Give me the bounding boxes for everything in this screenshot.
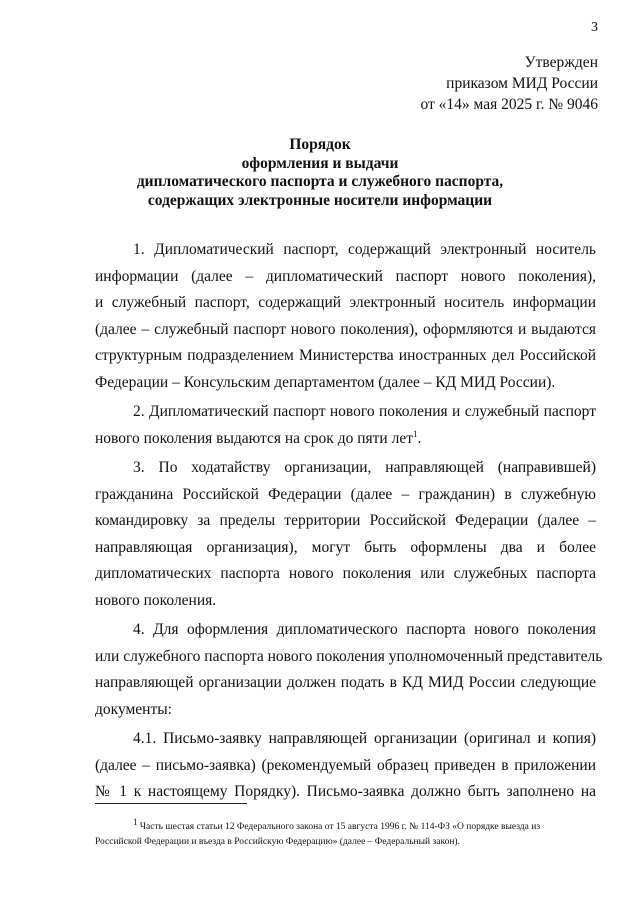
footnote-reference[interactable]: 1 [412, 428, 418, 439]
text-line: (далее – служебный паспорт нового поколения), оформляются и выдаются [95, 320, 596, 338]
page-number: 3 [591, 20, 598, 35]
title-line-3: дипломатического паспорта и служебного паспорта, [136, 173, 504, 190]
footnote-separator [95, 803, 247, 804]
text-line: и служебный паспорт, содержащий электронный носитель информации [95, 294, 596, 311]
text-line: 3. По ходатайству организации, направляющей (направившей) [133, 459, 596, 476]
document-body [95, 237, 603, 809]
approval-block [420, 52, 598, 115]
title-line-2: оформления и выдачи [241, 154, 399, 172]
paragraph-1 [95, 237, 596, 396]
footnote [95, 816, 600, 850]
paragraph-4 [95, 617, 603, 723]
text-line: 4.1. Письмо-заявку направляющей организации (оригинал и копия) [133, 730, 596, 747]
paragraph-3 [95, 455, 596, 614]
title-line-4: содержащих электронные носители информации [147, 191, 493, 209]
footnote-line [95, 816, 600, 835]
text-line: гражданина Российской Федерации (далее – гражданин) в служебную [95, 485, 596, 503]
approval-line-approved: Утвержден [524, 54, 598, 71]
footnote-text: Часть шестая статьи 12 Федерального закона от 15 августа 1996 г. № 114-ФЗ «О порядке выезда из [139, 822, 541, 832]
text-line: документы: [95, 700, 172, 718]
paragraph-4-1 [95, 726, 596, 806]
approval-line-date: от «14» мая 2025 г. № 9046 [420, 96, 598, 113]
text-line-with-footnote [95, 426, 596, 453]
text-line: структурным подразделением Министерства иностранных дел Российской [95, 347, 596, 364]
text-line: 1. Дипломатический паспорт, содержащий электронный носитель [133, 241, 596, 258]
sentence-end: . [417, 429, 422, 447]
approval-line-order: приказом МИД России [446, 75, 598, 92]
text-line: Федерации – Консульским департаментом (далее – КД МИД России). [95, 373, 556, 391]
title-line-1: Порядок [289, 136, 351, 153]
text-line: 2. Дипломатический паспорт нового поколения и служебный паспорт [133, 403, 596, 420]
footnote-marker: 1 [133, 816, 138, 827]
text-line: или служебного паспорта нового поколения уполномоченный представитель [95, 647, 603, 665]
text-line: (далее – письмо-заявка) (рекомендуемый образец приведен в приложении [95, 756, 596, 774]
footnote-line: Российской Федерации и въезда в Российскую Федерацию» (далее – Федеральный закон). [95, 837, 460, 847]
text-line: нового поколения. [95, 591, 217, 609]
text-segment: нового поколения выдаются на срок до пяти лет [95, 429, 413, 447]
text-line: 4. Для оформления дипломатического паспорта нового поколения [133, 621, 596, 638]
text-line: командировку за пределы территории Российской Федерации (далее – [95, 512, 596, 529]
text-line: № 1 к настоящему Порядку). Письмо-заявка должно быть заполнено на [95, 783, 596, 800]
paragraph-2 [95, 399, 596, 452]
text-line: информации (далее – дипломатический паспорт нового поколения), [95, 267, 596, 285]
text-line: направляющей организации должен подать в КД МИД России следующие [95, 674, 596, 691]
document-title [0, 136, 640, 210]
text-line: дипломатических паспорта нового поколения или служебных паспорта [95, 565, 596, 582]
text-line: направляющая организация), могут быть оформлены два и более [95, 538, 596, 556]
